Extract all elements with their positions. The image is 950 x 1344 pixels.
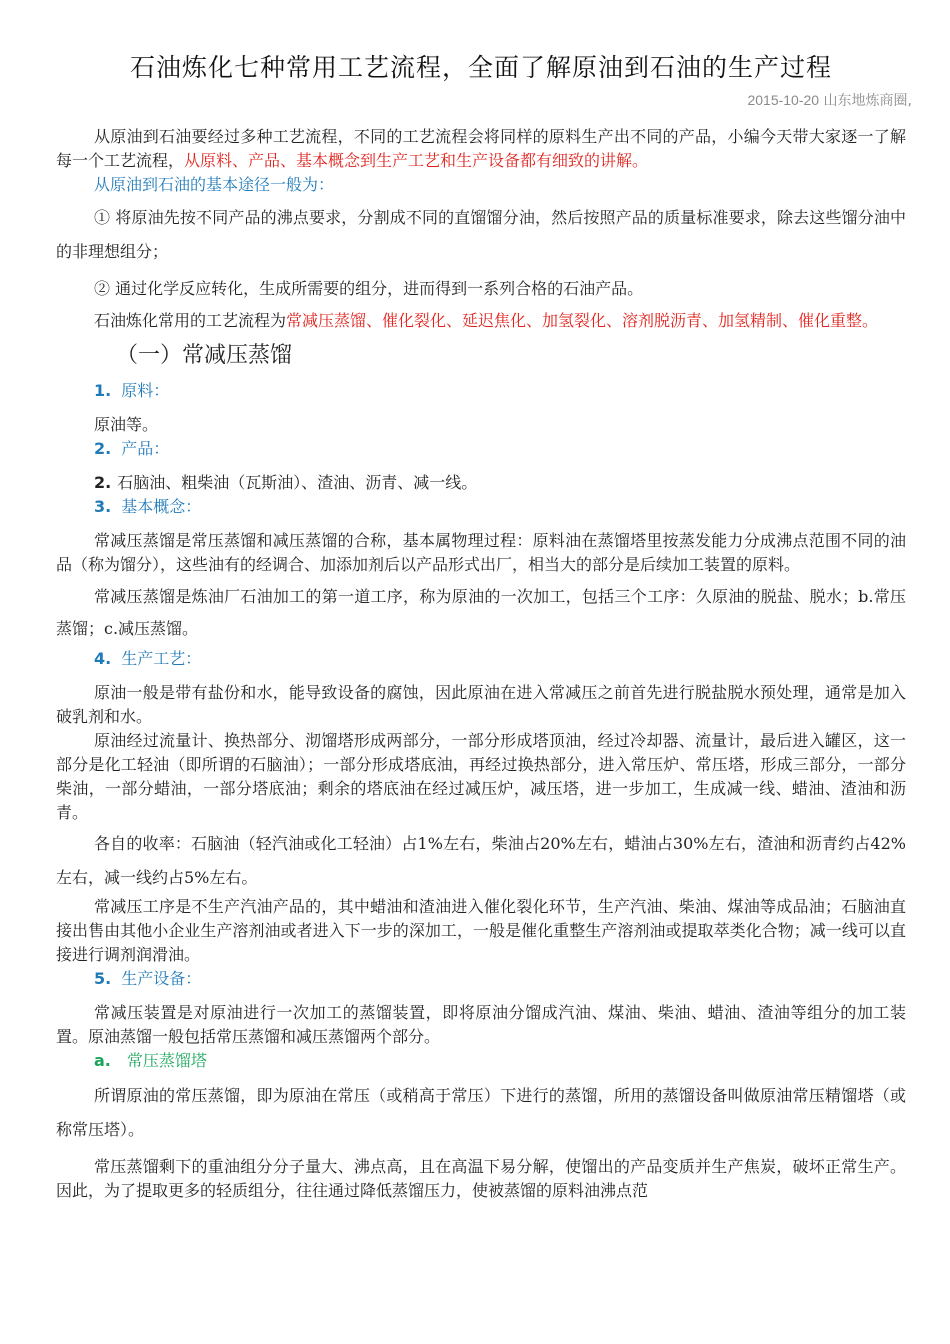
article-title: 石油炼化七种常用工艺流程，全面了解原油到石油的生产过程 (129, 53, 832, 82)
document-page (56, 50, 912, 1203)
article-meta (56, 90, 912, 111)
heading-number: 3. (94, 497, 112, 516)
raw-material-text: 原油等。 (94, 415, 159, 434)
heading-number: 2. (94, 439, 112, 458)
section-title: （一）常减压蒸馏 (116, 343, 293, 368)
process-yield-paragraph: 各自的收率：石脑油（轻汽油或化工轻油）占1%左右，柴油占20%左右，蜡油占30%左右，渣油和沥青约占42%左右，减一线约占5%左右。 (56, 834, 906, 887)
heading-letter: a. (94, 1051, 111, 1070)
publish-date: 2015-10-20 (747, 92, 820, 108)
tower-paragraph-2: 常压蒸馏剩下的重油组分分子量大、沸点高，且在高温下易分解，使馏出的产品变质并生产焦炭，破坏正常生产。因此，为了提取更多的轻质组分，往往通过降低蒸馏压力，使被蒸馏的原料油沸点范 (56, 1157, 906, 1200)
heading-number: 1. (94, 381, 112, 400)
heading-number: 5. (94, 969, 112, 988)
process-paragraph-4: 常减压工序是不生产汽油产品的，其中蜡油和渣油进入催化裂化环节，生产汽油、柴油、煤油等成品油；石脑油直接出售由其他小企业生产溶剂油或者进入下一步的深加工，一般是催化重整生产溶剂油或提取萃类化合物；减一线可以直接进行调剂润滑油。 (56, 897, 906, 964)
common-process-highlight: 常减压蒸馏、催化裂化、延迟焦化、加氢裂化、溶剂脱沥青、加氢精制、催化重整。 (286, 311, 879, 330)
heading-number: 4. (94, 649, 112, 668)
intro-text: 从原油到石油要经过多种工艺流程，不同的工艺流程会将同样的原料生产出不同的产品，小编今天带大家逐一了解每一个工艺流程， (56, 127, 906, 170)
heading-label: 生产设备： (121, 969, 202, 988)
heading-atmospheric-tower (56, 1049, 906, 1073)
heading-label: 产品： (121, 439, 170, 458)
products-list: 石脑油、粗柴油（瓦斯油）、渣油、沥青、减一线。 (117, 473, 478, 492)
common-process-paragraph (56, 309, 906, 333)
heading-label: 生产工艺： (121, 649, 202, 668)
process-paragraph-1: 原油一般是带有盐份和水，能导致设备的腐蚀，因此原油在进入常减压之前首先进行脱盐脱水预处理，通常是加入破乳剂和水。 (56, 683, 906, 726)
basic-path-heading: 从原油到石油的基本途径一般为： (94, 175, 335, 194)
heading-label: 原料： (121, 381, 170, 400)
equipment-paragraph: 常减压装置是对原油进行一次加工的蒸馏装置，即将原油分馏成汽油、煤油、柴油、蜡油、渣油等组分的加工装置。原油蒸馏一般包括常压蒸馏和减压蒸馏两个部分。 (56, 1003, 906, 1046)
intro-highlight: 从原料、产品、基本概念到生产工艺和生产设备都有细致的讲解。 (184, 151, 649, 170)
heading-process (56, 647, 906, 671)
step-one: ① 将原油先按不同产品的沸点要求，分割成不同的直馏馏分油，然后按照产品的质量标准要求，除去这些馏分油中的非理想组分； (56, 208, 906, 261)
products-text (56, 471, 906, 495)
tower-paragraph-1: 所谓原油的常压蒸馏，即为原油在常压（或稍高于常压）下进行的蒸馏，所用的蒸馏设备叫做原油常压精馏塔（或称常压塔）。 (56, 1086, 906, 1139)
heading-label: 基本概念： (121, 497, 202, 516)
publish-source: 山东地炼商圈, (823, 93, 912, 109)
heading-raw-material (56, 379, 906, 403)
concept-paragraph-1: 常减压蒸馏是常压蒸馏和减压蒸馏的合称，基本属物理过程：原料油在蒸馏塔里按蒸发能力分成沸点范围不同的油品（称为馏分），这些油有的经调合、加添加剂后以产品形式出厂，相当大的部分是后续加工装置的原料。 (56, 531, 906, 574)
heading-equipment (56, 967, 906, 991)
heading-label: 常压蒸馏塔 (126, 1051, 207, 1070)
process-paragraph-2: 原油经过流量计、换热部分、沏馏塔形成两部分，一部分形成塔顶油，经过冷却器、流量计，最后进入罐区，这一部分是化工轻油（即所谓的石脑油）；一部分形成塔底油，再经过换热部分，进入常压炉、常压塔，形成三部分，一部分柴油，一部分蜡油，一部分塔底油；剩余的塔底油在经过减压炉，减压塔，进一步加工，生成减一线、蜡油、渣油和沥青。 (56, 731, 906, 822)
products-number: 2. (94, 473, 112, 492)
concept-paragraph-2: 常减压蒸馏是炼油厂石油加工的第一道工序，称为原油的一次加工，包括三个工序：久原油的脱盐、脱水；b.常压蒸馏；c.减压蒸馏。 (56, 587, 906, 638)
step-two: ② 通过化学反应转化，生成所需要的组分，进而得到一系列合格的石油产品。 (94, 279, 644, 298)
common-process-text: 石油炼化常用的工艺流程为 (94, 311, 287, 330)
heading-concept (56, 495, 906, 519)
intro-paragraph (56, 125, 906, 173)
heading-products (56, 437, 906, 461)
